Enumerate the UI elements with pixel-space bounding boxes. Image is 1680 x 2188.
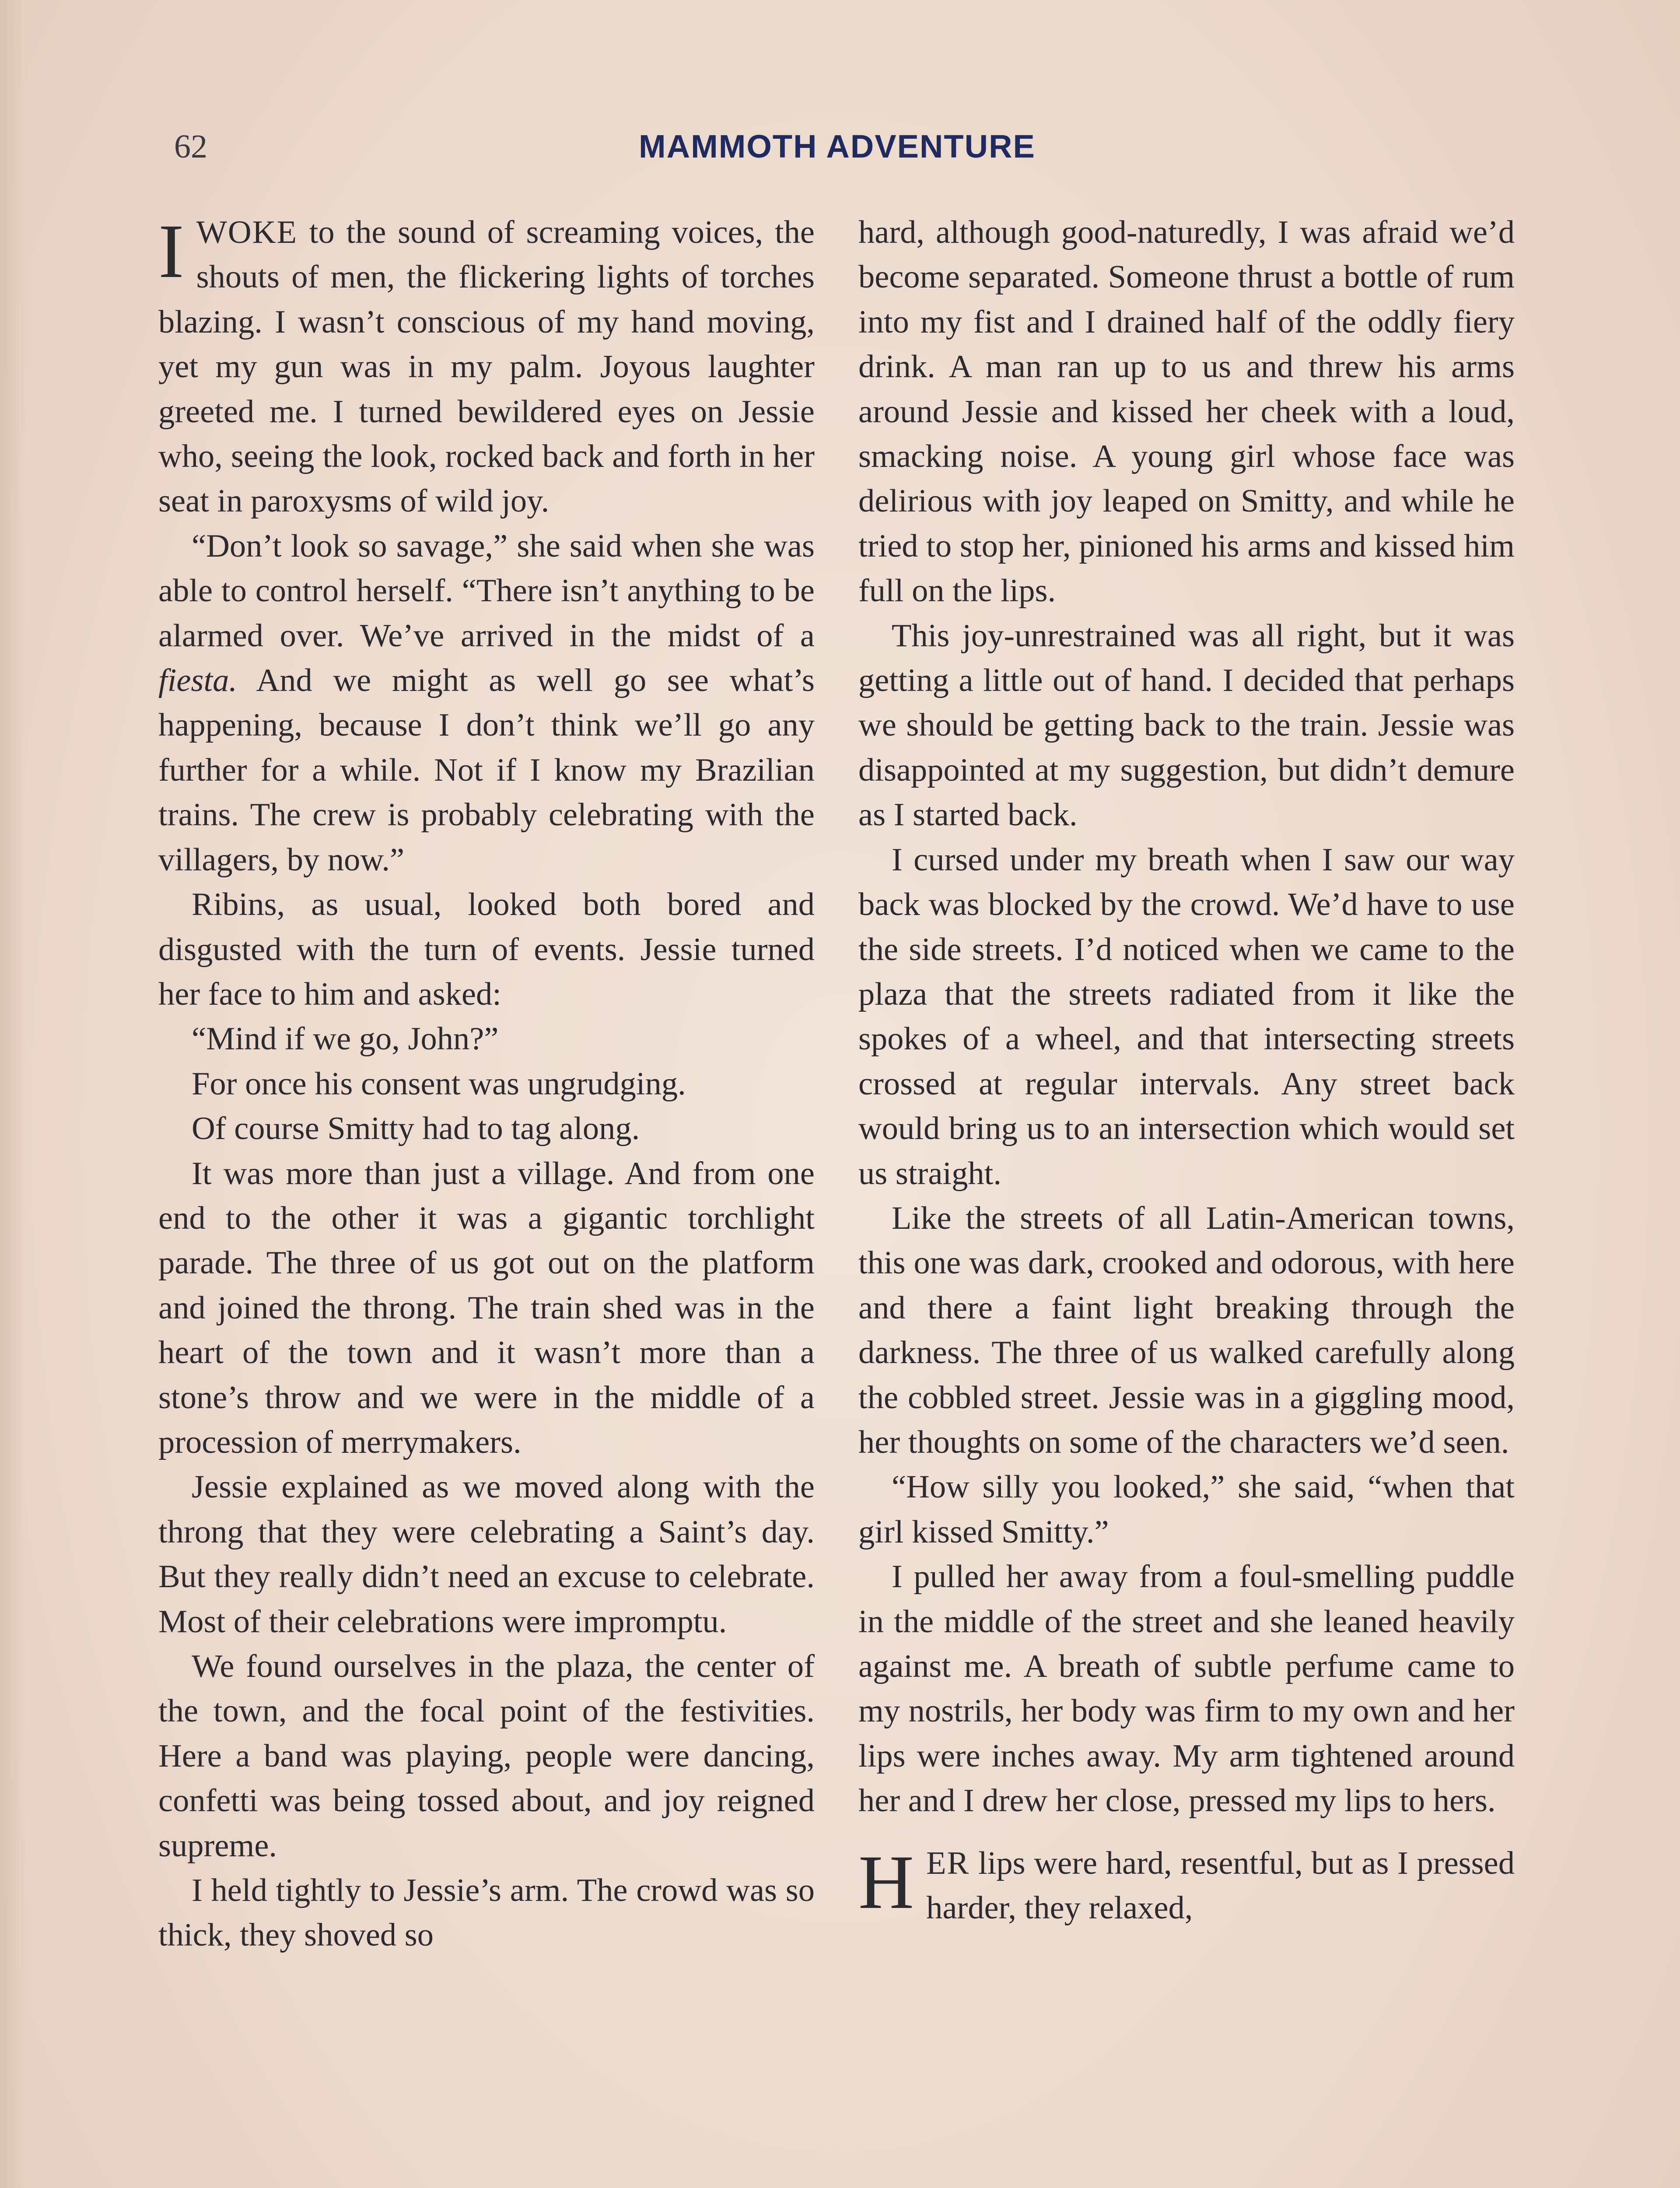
paragraph: Like the streets of all Latin-American towns, this one was dark, crooked and odorous, with here and there a faint light breaking through the darkness. The three of us walked carefully along the cobbled street. Jessie was in a giggling mood, her thoughts on some of the characters we’d seen. — [858, 1200, 1515, 1460]
paragraph: hard, although good-naturedly, I was afraid we’d become separated. Someone thrust a bottle of rum into my fist and I drained half of the oddly fiery drink. A man ran up to us and threw his arms around Jessie and kissed her cheek with a loud, smacking noise. A young girl whose face was delirious with joy leaped on Smitty, and while he tried to stop her, pinioned his arms and kissed him full on the lips. — [858, 214, 1515, 609]
paragraph — [158, 210, 815, 524]
paragraph: “Mind if we go, John?” — [192, 1021, 499, 1057]
paragraph-text: to the sound of screaming voices, the shouts of men, the flickering lights of torches blazing. I wasn’t conscious of my hand moving, yet my gun was in my palm. Joyous laughter greeted me. I turned bewildered eyes on Jessie who, seeing the look, rocked back and forth in her seat in paroxysms of wild joy. — [158, 214, 815, 519]
paragraph — [158, 524, 815, 882]
lead-in: WOKE — [196, 214, 298, 250]
paragraph: I held tightly to Jessie’s arm. The crowd was so thick, they shoved so — [158, 1872, 815, 1953]
page-edge-shadow — [0, 0, 26, 2188]
paragraph-text: “Don’t look so savage,” she said when she was able to control herself. “There isn’t anything to be alarmed over. We’ve arrived in the midst of a — [158, 528, 815, 654]
paragraph: Ribins, as usual, looked both bored and disgusted with the turn of events. Jessie turned her face to him and asked: — [158, 887, 815, 1012]
paragraph — [858, 1841, 1515, 1931]
drop-cap: I — [158, 209, 184, 294]
paragraph: Jessie explained as we moved along with the throng that they were celebrating a Saint’s day. But they really didn’t need an excuse to celebrate. Most of their celebrations were impromptu. — [158, 1469, 815, 1640]
left-column — [158, 210, 815, 1958]
paragraph: I cursed under my breath when I saw our way back was blocked by the crowd. We’d have to use the side streets. I’d noticed when we came to the plaza that the streets radiated from it like the spokes of a wheel, and that intersecting streets crossed at regular intervals. Any street back would bring us to an intersection which would set us straight. — [858, 842, 1515, 1192]
lead-in: ER — [926, 1845, 970, 1881]
italic-word: fiesta. — [158, 663, 238, 699]
right-column — [858, 210, 1515, 1930]
paragraph-text: And we might as well go see what’s happening, because I don’t think we’ll go any further for a while. Not if I know my Brazilian trains. The crew is probably celebrating with the villagers, by now.” — [158, 663, 815, 878]
paragraph: Of course Smitty had to tag along. — [192, 1111, 640, 1147]
paragraph: We found ourselves in the plaza, the center of the town, and the focal point of the festivities. Here a band was playing, people were dancing, confetti was being tossed about, and joy reigned supreme. — [158, 1648, 815, 1864]
paragraph-text: lips were hard, resentful, but as I pressed harder, they relaxed, — [926, 1845, 1515, 1926]
drop-cap: H — [858, 1839, 914, 1925]
paragraph: I pulled her away from a foul-smelling puddle in the middle of the street and she leaned heavily against me. A breath of subtle perfume came to my nostrils, her body was firm to my own and her lips were inches away. My arm tightened around her and I drew her close, pressed my lips to hers. — [858, 1559, 1515, 1819]
page-number: 62 — [174, 128, 207, 165]
paragraph: This joy-unrestrained was all right, but it was getting a little out of hand. I decided that perhaps we should be getting back to the train. Jessie was disappointed at my suggestion, but didn’t demure as I started back. — [858, 617, 1515, 833]
paragraph: It was more than just a village. And from one end to the other it was a gigantic torchlight parade. The three of us got out on the platform and joined the throng. The train shed was in the heart of the town and it wasn’t more than a stone’s throw and we were in the middle of a procession of merrymakers. — [158, 1155, 815, 1460]
paragraph: For once his consent was ungrudging. — [192, 1066, 686, 1102]
paragraph: “How silly you looked,” she said, “when that girl kissed Smitty.” — [858, 1469, 1515, 1550]
running-title: MAMMOTH ADVENTURE — [639, 128, 1036, 165]
